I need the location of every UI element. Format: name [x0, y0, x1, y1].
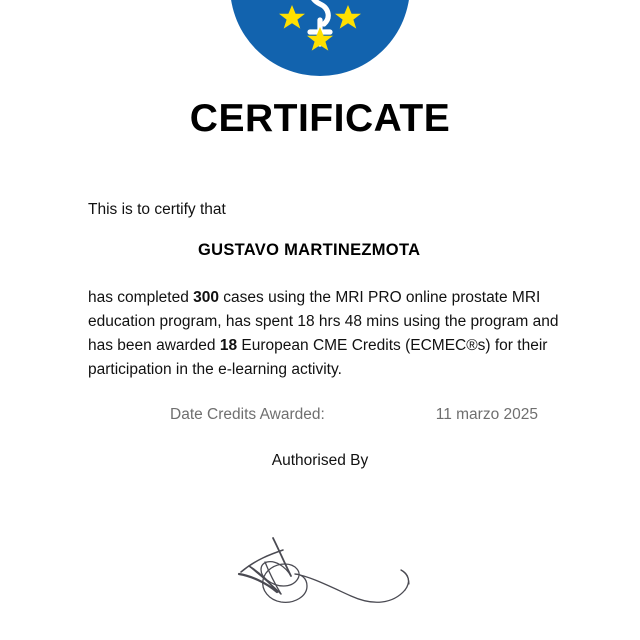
- date-value: 11 marzo 2025: [435, 406, 538, 423]
- date-credits-awarded-row: [170, 406, 550, 424]
- emblem-svg: [228, 0, 412, 78]
- credits-count: 18: [219, 336, 238, 354]
- paragraph-segment-2: cases using the MRI PRO online prostate MRI education program, has spent 18 hrs 48 mins using the program and has been awarded: [88, 288, 559, 354]
- signature-svg: [225, 520, 435, 615]
- certify-line: This is to certify that: [88, 201, 226, 218]
- date-label: Date Credits Awarded:: [170, 406, 325, 423]
- eu-medical-emblem-icon: [228, 0, 412, 78]
- cases-count: 300: [193, 288, 219, 306]
- page-title: CERTIFICATE: [189, 97, 451, 140]
- authorised-by-label: Authorised By: [271, 452, 369, 469]
- paragraph-segment-1: has completed: [88, 288, 194, 306]
- signature-image: [225, 520, 435, 615]
- certificate-body: [88, 200, 574, 382]
- paragraph-segment-3: European CME Credits (ECMEC®s) for their participation in the e-learning activity.: [88, 336, 548, 378]
- achievement-paragraph: [88, 286, 574, 382]
- recipient-name: GUSTAVO MARTINEZMOTA: [198, 240, 421, 259]
